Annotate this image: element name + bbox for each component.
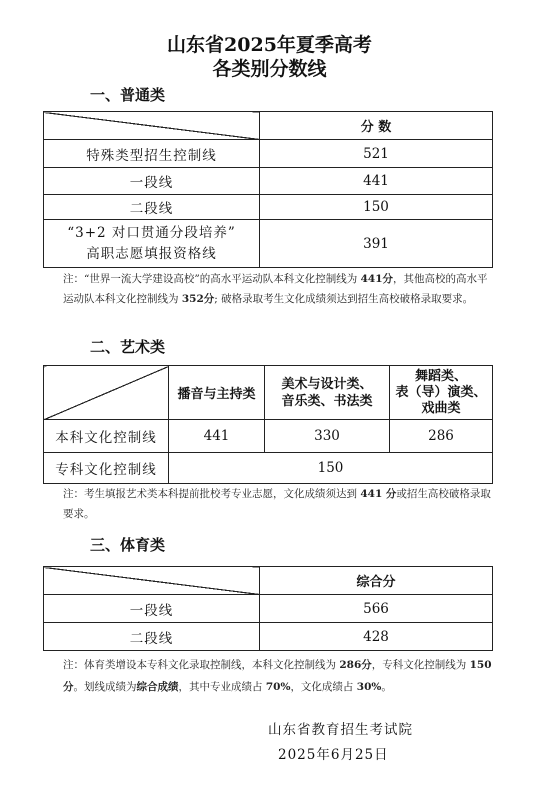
table-row xyxy=(44,168,493,195)
note-text: 注：考生填报艺术类本科提前批校考专业志愿，文化成绩须达到 xyxy=(63,488,361,500)
sports-note xyxy=(63,654,495,698)
row-value: 286 xyxy=(390,420,493,453)
row-value: 441 xyxy=(169,420,265,453)
row-value: 150 xyxy=(260,195,493,220)
issuing-organization: 山东省教育招生考试院 xyxy=(268,722,413,738)
note-text: ，专科文化控制线为 xyxy=(371,659,470,671)
row-label: 二段线 xyxy=(44,195,260,220)
header-broadcast: 播音与主持类 xyxy=(169,366,265,420)
row-label: 一段线 xyxy=(44,168,260,195)
row-value: 150 xyxy=(169,453,493,484)
header-line: 表（导）演类、 xyxy=(395,384,487,400)
table-row xyxy=(44,220,493,268)
table-row xyxy=(44,453,493,484)
header-line: 美术与设计类、 xyxy=(281,376,373,392)
section-heading-sports: 三、体育类 xyxy=(90,536,166,554)
header-fine-arts xyxy=(265,366,390,420)
table-row xyxy=(44,420,493,453)
score-header: 分 数 xyxy=(260,112,493,140)
page-title: 山东省2025年夏季高考 xyxy=(167,34,372,56)
row-label-line: 高职志愿填报资格线 xyxy=(86,245,217,262)
row-label-line: “3+2 对口贯通分段培养” xyxy=(67,224,236,241)
section-heading-art: 二、艺术类 xyxy=(90,338,166,356)
note-emphasis: 70% xyxy=(265,681,291,693)
table-row xyxy=(44,140,493,168)
row-label: 二段线 xyxy=(44,623,260,651)
sports-score-table xyxy=(43,566,493,651)
general-note xyxy=(63,269,495,309)
row-value: 441 xyxy=(260,168,493,195)
header-line: 音乐类、书法类 xyxy=(281,393,373,409)
note-emphasis: 综合成绩 xyxy=(136,681,179,693)
note-emphasis: 286分 xyxy=(339,659,372,671)
note-text: ，文化成绩占 xyxy=(290,681,357,693)
row-label: 专科文化控制线 xyxy=(44,453,169,484)
note-text: 或招生高校破格录取要求。 xyxy=(63,488,491,520)
art-score-table xyxy=(43,365,493,484)
row-label: 一段线 xyxy=(44,595,260,623)
note-text: ; 破格录取考生文化成绩须达到招生高校破格录取要求。 xyxy=(214,293,474,305)
table-row xyxy=(44,623,493,651)
table-corner-cell xyxy=(44,366,169,420)
table-corner-cell xyxy=(44,567,260,595)
general-score-table xyxy=(43,111,493,268)
header-line: 戏曲类 xyxy=(421,400,461,416)
row-value: 521 xyxy=(260,140,493,168)
note-emphasis: 441 分 xyxy=(360,488,397,500)
note-text: 注：体育类增设本专科文化录取控制线，本科文化控制线为 xyxy=(63,659,340,671)
header-line: 舞蹈类、 xyxy=(414,368,467,384)
page-subtitle: 各类别分数线 xyxy=(212,58,327,80)
row-value: 566 xyxy=(260,595,493,623)
note-text: ，其他高校的高水平运动队本科文化控制线为 xyxy=(63,273,488,305)
row-label: 本科文化控制线 xyxy=(44,420,169,453)
table-corner-cell xyxy=(44,112,260,140)
row-value: 391 xyxy=(260,220,493,268)
art-note xyxy=(63,484,495,524)
note-emphasis: 352分 xyxy=(181,293,215,305)
note-text: ，其中专业成绩占 xyxy=(178,681,266,693)
row-value: 330 xyxy=(265,420,390,453)
issue-date: 2025年6月25日 xyxy=(278,747,389,763)
row-label xyxy=(44,220,260,268)
note-emphasis: 30% xyxy=(356,681,382,693)
note-emphasis: 150分 xyxy=(63,659,492,693)
composite-score-header: 综合分 xyxy=(260,567,493,595)
header-dance xyxy=(390,366,493,420)
note-emphasis: 441分 xyxy=(360,273,393,285)
row-value: 428 xyxy=(260,623,493,651)
table-row xyxy=(44,595,493,623)
table-row xyxy=(44,195,493,220)
row-label: 特殊类型招生控制线 xyxy=(44,140,260,168)
section-heading-general: 一、普通类 xyxy=(90,86,166,104)
note-text: 。 xyxy=(381,681,392,693)
note-text: 。划线成绩为 xyxy=(73,681,137,693)
note-text: 注：“世界一流大学建设高校”的高水平运动队本科文化控制线为 xyxy=(63,273,361,285)
